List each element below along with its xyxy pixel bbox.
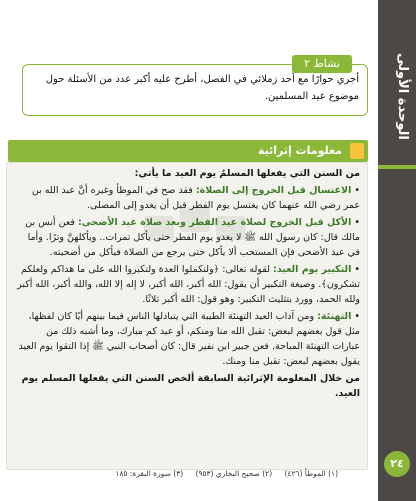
unit-title: الوحدة الأولى: [395, 52, 410, 140]
book-icon: [350, 143, 364, 159]
info-header: معلومات إثرائية: [8, 140, 368, 162]
footnote: (٢) صحيح البخاري (٩٥٣): [195, 469, 273, 478]
activity-text: أجري حوارًا مع أحد زملائي في الفصل، أطرح عليه أكبر عدد من الأسئلة حول موضوع عيد المسلمين.: [45, 74, 359, 102]
page-number: ٢٤: [384, 451, 410, 477]
info-content: [16, 166, 360, 403]
info-item: • التهنئة: ومن آداب العيد التهنئة الطيبة التي يتبادلها الناس فيما بينهم أيًا كان لفظها، مثل قول بعضهم لبعض: تقبل الله منا ومنكم، أو عيد كم مبارك، وما أشبه ذلك من عبارات التهنئة المباحة. فعن جبير ابن نفير قال: كان أصحاب النبي ﷺ إذا التقوا يوم العيد يقول بعضهم لبعض: تقبل منا ومنك.: [18, 311, 360, 367]
sidebar: [378, 0, 416, 501]
footnotes: [14, 468, 338, 490]
info-item: • الاغتسال قبل الخروج إلى الصلاة: فقد صح في الموطأ وغيره أنَّ عبد الله بن عمر رضي الله عنهما كان يغتسل يوم الفطر قبل أن يغدو إلى المصلى.: [31, 185, 360, 211]
info-item: • الأكل قبل الخروج لصلاة عيد الفطر وبعد صلاة عيد الأضحى: فعن أنس بن مالك قال: كان رسول الله ﷺ لا يغدو يوم الفطر حتى يأكل تمرات.. ويأكلهنَّ وترًا. وأما في عيد الأضحى فإن المستحب ألا يأكل حتى يرجع من الصلاة فيأكل من أضحيته.: [25, 217, 360, 258]
footnote: (٣) سورة البقرة: ١٨٥: [115, 469, 184, 478]
info-intro: من السنن التي يفعلها المسلمُ يوم العيد ما يأتي:: [134, 168, 360, 179]
main-content: [6, 0, 374, 501]
info-item: • التكبير يوم العيد: لقوله تعالى: ﴿ولتكملوا العدة ولتكبروا الله على ما هداكم ولعلكم تشكرون﴾. وصيغة التكبير أن يقول: الله أكبر، الله أكبر، لا إله إلا الله، والله أكبر، الله أكبر ولله الحمد، وورد بتثليث التكبير: وهو قول: الله أكبر ثلاثًا.: [17, 264, 360, 305]
info-closing: من خلال المعلومة الإثرائية السابقة ألخص السنن التي يفعلها المسلم يوم العيد.: [21, 373, 360, 399]
activity-tag: نشاط ٢: [292, 55, 352, 73]
sidebar-stripe: [378, 165, 416, 169]
footnote: (١) الموطأ (٤٢٦): [284, 469, 338, 478]
